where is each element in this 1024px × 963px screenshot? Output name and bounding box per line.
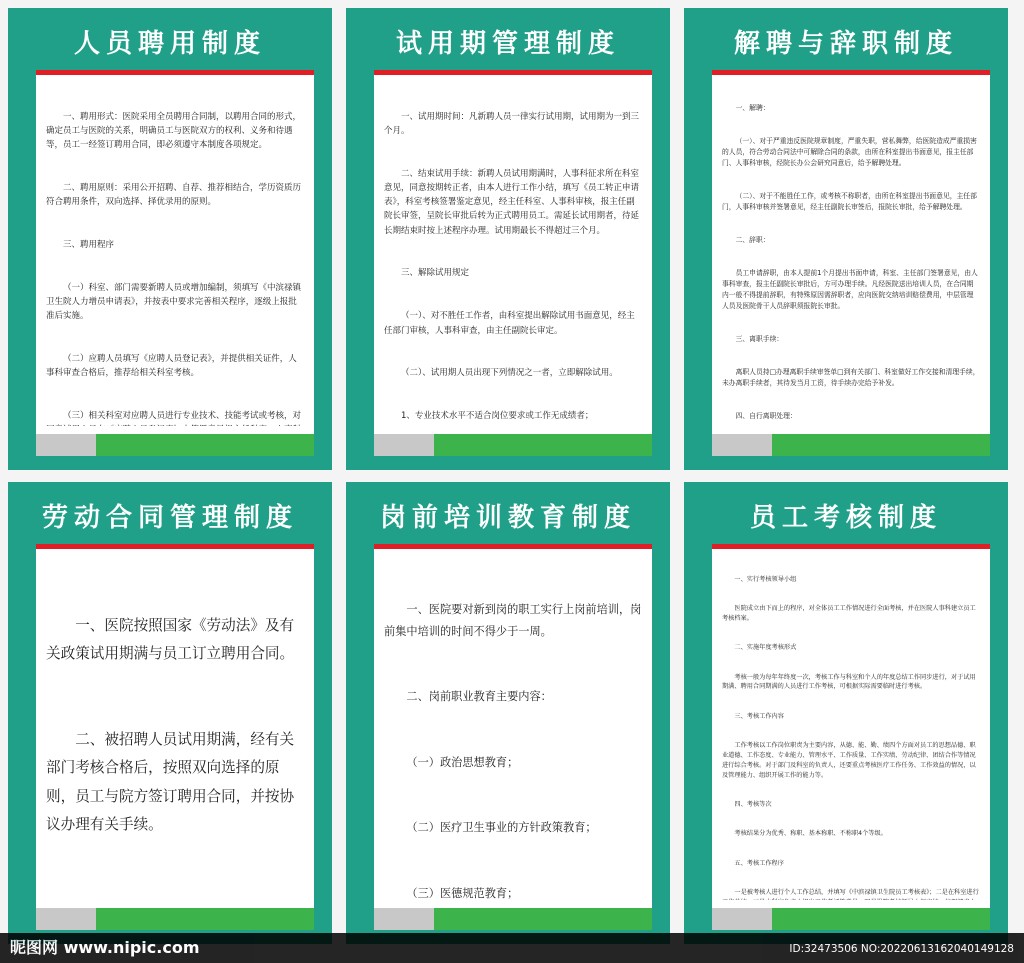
paragraph: 二、实施年度考核形式 (734, 644, 797, 652)
card-footer-bar (36, 434, 314, 456)
paragraph: 三、考核工作内容 (734, 712, 784, 720)
card-footer-bar (712, 434, 990, 456)
content-card (374, 70, 652, 456)
paragraph: （三）医德规范教育； (406, 886, 519, 900)
watermark-footer (0, 933, 1024, 963)
paragraph: 三、解除试用规定 (401, 268, 470, 279)
paragraph: 二、聘用原则：采用公开招聘、自荐、推荐相结合，学历资质历符合聘用条件，双向选择、择优录用的原则。 (46, 182, 302, 208)
paragraph: 一、聘用形式：医院采用全员聘用合同制，以聘用合同的形式，确定员工与医院的关系，明确员工与医院双方的权利、义务和待遇等，员工一经签订聘用合同，即必须遵守本制度各项规定。 (46, 111, 302, 151)
card-footer-bar (374, 908, 652, 930)
card-footer-bar (712, 908, 990, 930)
paragraph: 一、试用期时间：凡新聘人员一律实行试用期，试用期为一到三个月。 (384, 111, 640, 136)
paragraph: 一、医院按照国家《劳动法》及有关政策试用期满与员工订立聘用合同。 (46, 616, 295, 663)
site-logo[interactable]: 昵图网 www.nipic.com (10, 938, 200, 957)
paragraph: 三、离职手续： (735, 335, 784, 343)
panel-pre-job-training (346, 482, 670, 944)
content-card (374, 544, 652, 930)
paragraph: （一）、对不胜任工作者，由科室提出解除试用书面意见，经主任部门审核，人事科审查，由主任副院长审定。 (384, 311, 635, 336)
paragraph: （二）、试用期人员出现下列情况之一者，立即解除试用。 (401, 368, 618, 379)
panel-title: 解聘与辞职制度 (733, 29, 958, 59)
paragraph: （一）、对于严重违反医院规章制度，严重失职，营私舞弊，给医院造成严重损害的人员，符合劳动合同法中可解除合同的条款，由所在科室提出书面意见，报主任部门、人事科审核，经院长办公会研究同意后，给予解聘处理。 (722, 137, 977, 167)
paragraph: 二、被招聘人员试用期满，经有关部门考核合格后，按照双向选择的原则，员工与院方签订聘用合同，并按协议办理有关手续。 (46, 730, 295, 834)
paragraph: 工作考核以工作岗位职责为主要内容，从德、能、勤、绩四个方面对员工的思想品德、职业道德、工作态度、专业能力、管理水平、工作质量、工作实绩、劳动纪律、团结合作等情况进行综合考核。对于部门及科室的负责人，还要重点考核医疗工作任务、工作效益的情况，以及管理能力、组织开展工作的能力等。 (722, 742, 976, 779)
paragraph: 员工申请辞职，由本人提前1个月提出书面申请，科室、主任部门签署意见，由人事科审查，报主任副院长审批后，方可办理手续。凡经医院送出培训人员，在合同期内一般不得提前辞职，有特殊原因需辞职者，应向医院交纳培训赔偿费用，中层管理人员及医院骨干人员辞职须报院长审批。 (722, 269, 978, 310)
card-text (722, 81, 980, 426)
card-text (722, 555, 980, 900)
paragraph (46, 896, 304, 900)
paragraph: 考核结果分为优秀、称职、基本称职、不称职4个等级。 (734, 830, 887, 838)
paragraph: 1、专业技术水平不适合岗位要求或工作无成绩者； (401, 411, 594, 422)
card-footer-bar (36, 908, 314, 930)
panel-title: 劳动合同管理制度 (41, 503, 298, 533)
paragraph: 二、岗前职业教育主要内容： (406, 690, 552, 704)
paragraph: （三）相关科室对应聘人员进行专业技术、技能考试或考核，对 (63, 411, 302, 422)
panel-dismissal-resignation (684, 8, 1008, 470)
paragraph: 一、解聘： (735, 104, 770, 112)
paragraph: 三、聘用程序 (63, 239, 115, 250)
paragraph: 一、实行考核领导小组 (734, 575, 797, 583)
paragraph: 四、自行离职处理： (735, 412, 797, 420)
panel-title: 人员聘用制度 (73, 29, 266, 59)
card-footer-bar (374, 434, 652, 456)
paragraph: 五、考核工作程序 (734, 859, 784, 867)
panel-labor-contract (8, 482, 332, 944)
paragraph: （一）政治思想教育； (406, 755, 519, 769)
paragraph: （二）医疗卫生事业的方针政策教育； (406, 821, 597, 835)
card-text (384, 555, 642, 900)
card-text (384, 81, 642, 426)
image-id-text: ID:32473506 NO:20220613162040149128 (789, 943, 1014, 955)
paragraph: 一、医院要对新到岗的职工实行上岗前培训，岗前集中培训的时间不得少于一周。 (384, 602, 642, 638)
paragraph: 一是被考核人进行个人工作总结，并填写《中滨禄镇卫生院员工考核表》；二是在科室进行 (734, 889, 979, 897)
card-text (46, 81, 304, 426)
content-card (712, 70, 990, 456)
content-card (712, 544, 990, 930)
panel-staff-employment (8, 8, 332, 470)
paragraph: 四、考核等次 (734, 800, 772, 808)
paragraph: 离职人员持□办理离职手续审签单□到有关部门、科室做好工作交接和清理手续，未办离职手续者，其待发当月工资，待手续办完给予补发。 (722, 368, 980, 387)
paragraph: （二）、对于不能胜任工作，或考核不称职者，由所在科室提出书面意见，主任部门，人事科审核并签署意见，经主任副院长审签后，报院长审批，给予解聘处理。 (722, 192, 977, 211)
paragraph: 二、辞职： (735, 236, 770, 244)
paragraph: 二、结束试用手续：新聘人员试用期满时，人事科征求所在科室意见，同意按期转正者，由本人进行工作小结，填写《员工转正申请表》，科室考核签署鉴定意见，经主任科室、人事科审核，报主任副院长审签，呈院长审批后转为正式聘用员工。需延长试用期者，待延长期结束时按上述程序办理。试用期最长不得超过三个月。 (384, 168, 640, 236)
card-text (46, 555, 304, 900)
paragraph: （二）应聘人员填写《应聘人员登记表》，并提供相关证件，人事科审查合格后，推荐给相关科室考核。 (46, 354, 297, 379)
panel-title: 岗前培训教育制度 (379, 503, 636, 533)
paragraph: （一）科室、部门需要新聘人员或增加编制，须填写《中滨禄镇卫生院人力增员申请表》，并按表中要求完善相关程序，逐级上报批准后实施。 (46, 282, 302, 322)
panel-staff-assessment (684, 482, 1008, 944)
panel-title: 员工考核制度 (749, 503, 942, 533)
paragraph: 考核一般为每年年终度一次，考核工作与科室和个人的年度总结工作同步进行，对于试用期满、聘用合同期满的人员进行工作考核，可根据实际需要临时进行考核。 (722, 673, 976, 691)
content-card (36, 70, 314, 456)
content-card (36, 544, 314, 930)
paragraph: 医院成立由下而上的程序，对全体员工工作情况进行全面考核，并在医院人事科建立员工考核档案。 (722, 604, 976, 622)
panel-probation (346, 8, 670, 470)
panel-title: 试用期管理制度 (395, 29, 620, 59)
